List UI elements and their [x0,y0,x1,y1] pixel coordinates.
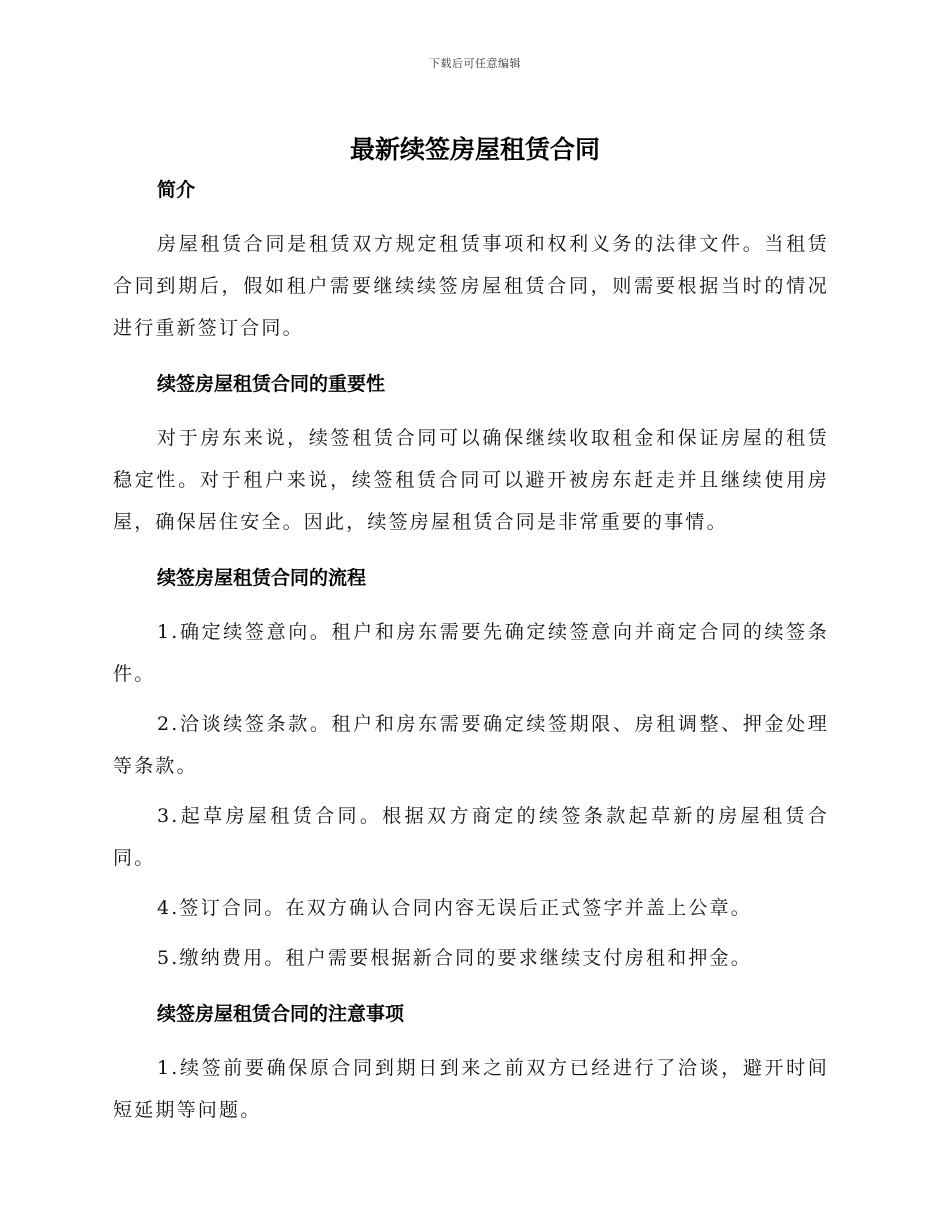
paragraph: 房屋租赁合同是租赁双方规定租赁事项和权利义务的法律文件。当租赁合同到期后，假如租户需要继续续签房屋租赁合同，则需要根据当时的情况进行重新签订合同。 [113,233,829,339]
process-step: 3.起草房屋租赁合同。根据双方商定的续签条款起草新的房屋租赁合同。 [113,805,829,869]
section-heading-notes: 续签房屋租赁合同的注意事项 [157,1003,405,1025]
document-body [113,171,829,1131]
process-step: 4.签订合同。在双方确认合同内容无误后正式签字并盖上公章。 [157,897,752,919]
note-item: 1.续签前要确保原合同到期日到来之前双方已经进行了洽谈，避开时间短延期等问题。 [113,1057,829,1121]
section-heading-process: 续签房屋租赁合同的流程 [157,567,367,589]
process-step: 2.洽谈续签条款。租户和房东需要确定续签期限、房租调整、押金处理等条款。 [113,713,829,777]
process-step: 5.缴纳费用。租户需要根据新合同的要求继续支付房租和押金。 [157,947,752,969]
document-title: 最新续签房屋租赁合同 [349,135,600,164]
header-note: 下载后可任意编辑 [429,57,521,70]
section-heading-intro: 简介 [157,179,196,201]
paragraph: 对于房东来说，续签租赁合同可以确保继续收取租金和保证房屋的租赁稳定性。对于租户来说，续签租赁合同可以避开被房东赶走并且继续使用房屋，确保居住安全。因此，续签房屋租赁合同是非常重要的事情。 [113,427,829,533]
section-heading-importance: 续签房屋租赁合同的重要性 [157,373,386,395]
process-step: 1.确定续签意向。租户和房东需要先确定续签意向并商定合同的续签条件。 [113,621,829,685]
